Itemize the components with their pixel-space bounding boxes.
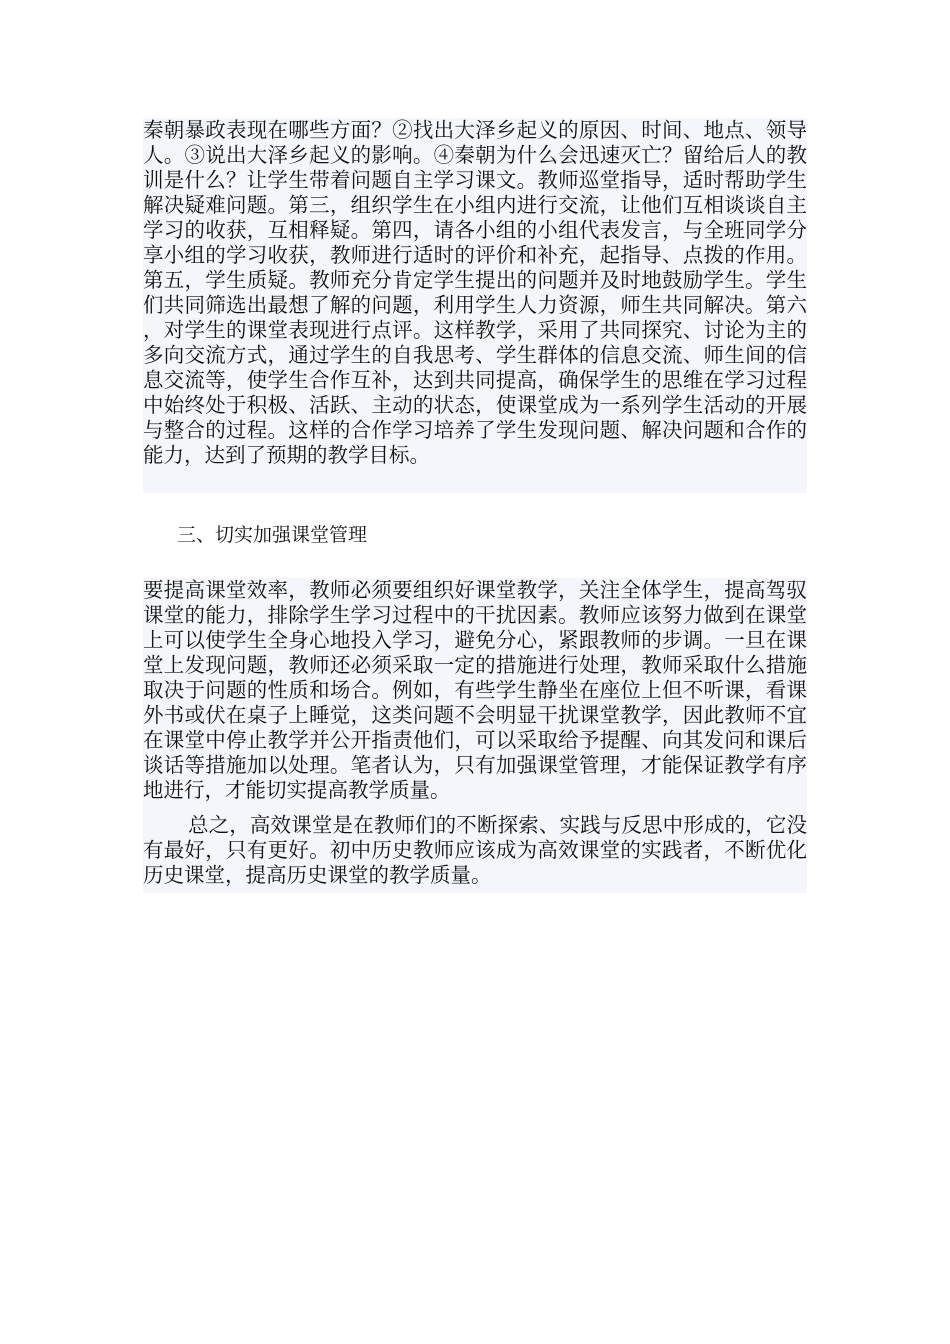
paragraph-conclusion: 总之，高效课堂是在教师们的不断探索、实践与反思中形成的，它没有最好，只有更好。初中历史教师应该成为高效课堂的实践者，不断优化历史课堂，提高历史课堂的教学质量。 bbox=[143, 813, 807, 887]
document-body bbox=[143, 118, 807, 893]
paragraph-spacer-end bbox=[143, 888, 807, 893]
paragraph-classroom-management: 要提高课堂效率，教师必须要组织好课堂教学，关注全体学生，提高驾驭课堂的能力，排除学生学习过程中的干扰因素。教师应该努力做到在课堂上可以使学生全身心地投入学习，避免分心，紧跟教师的步调。一旦在课堂上发现问题，教师还必须采取一定的措施进行处理，教师采取什么措施取决于问题的性质和场合。例如，有些学生静坐在座位上但不听课，看课外书或伏在桌子上睡觉，这类问题不会明显干扰课堂教学，因此教师不宜在课堂中停止教学并公开指责他们，可以采取给予提醒、向其发问和课后谈话等措施加以处理。笔者认为，只有加强课堂管理，才能保证教学有序地进行，才能切实提高教学质量。 bbox=[143, 578, 807, 802]
paragraph-spacer bbox=[143, 803, 807, 813]
section-heading-classroom-management: 三、切实加强课堂管理 bbox=[177, 524, 368, 546]
paragraph-cooperative-learning: 秦朝暴政表现在哪些方面？②找出大泽乡起义的原因、时间、地点、领导人。③说出大泽乡起义的影响。④秦朝为什么会迅速灭亡？留给后人的教训是什么？让学生带着问题自主学习课文。教师巡堂指导，适时帮助学生解决疑难问题。第三，组织学生在小组内进行交流，让他们互相谈谈自主学习的收获，互相释疑。第四，请各小组的小组代表发言，与全班同学分享小组的学习收获，教师进行适时的评价和补充，起指导、点拨的作用。第五，学生质疑。教师充分肯定学生提出的问题并及时地鼓励学生。学生们共同筛选出最想了解的问题，利用学生人力资源，师生共同解决。第六，对学生的课堂表现进行点评。这样教学，采用了共同探究、讨论为主的多向交流方式，通过学生的自我思考、学生群体的信息交流、师生间的信息交流等，使学生合作互补，达到共同提高，确保学生的思维在学习过程中始终处于积极、活跃、主动的状态，使课堂成为一系列学生活动的开展与整合的过程。这样的合作学习培养了学生发现问题、解决问题和合作的能力，达到了预期的教学目标。 bbox=[143, 118, 807, 493]
